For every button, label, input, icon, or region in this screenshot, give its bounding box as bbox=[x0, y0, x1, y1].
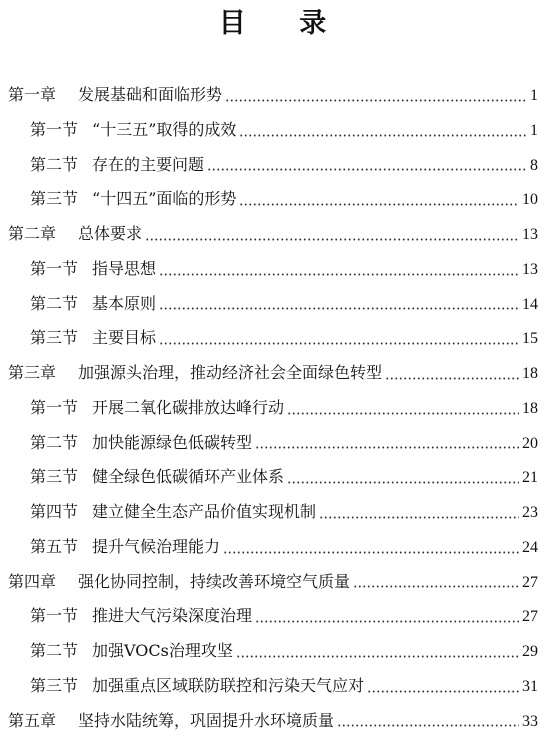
toc-entry-label: 第二章 bbox=[8, 224, 57, 243]
toc-entry-page: 1 bbox=[530, 87, 538, 104]
toc-entry-page: 15 bbox=[522, 330, 538, 348]
toc-entry-section-4-1[interactable] bbox=[0, 599, 545, 634]
toc-entry-chapter-2[interactable] bbox=[0, 217, 545, 252]
dot-leader bbox=[337, 724, 519, 727]
toc-entry-label: 第一章 bbox=[8, 85, 57, 104]
toc-entry-section-3-1[interactable] bbox=[0, 391, 545, 426]
toc-entry-label: 第三节 bbox=[30, 675, 79, 695]
toc-entry-page: 1 bbox=[530, 121, 538, 139]
toc-entry-page: 27 bbox=[522, 573, 538, 591]
toc-entry-label: 第五节 bbox=[30, 536, 79, 556]
toc-entry-text: 加快能源绿色低碳转型 bbox=[92, 432, 253, 452]
dot-leader bbox=[319, 516, 519, 519]
toc-entry-label: 第一节 bbox=[30, 119, 79, 139]
toc-entry-section-1-1[interactable] bbox=[0, 113, 545, 148]
toc-entry-text: 加强重点区域联防联控和污染天气应对 bbox=[92, 675, 365, 695]
dot-leader bbox=[223, 551, 519, 554]
toc-entry-section-2-2[interactable] bbox=[0, 287, 545, 322]
toc-entry-section-3-5[interactable] bbox=[0, 530, 545, 565]
toc-entry-label: 第一节 bbox=[30, 606, 79, 626]
toc-entry-text: 指导思想 bbox=[92, 258, 157, 278]
dot-leader bbox=[255, 446, 519, 449]
toc-entry-chapter-3[interactable] bbox=[0, 356, 545, 391]
toc-entry-label: 第五章 bbox=[8, 710, 57, 730]
dot-leader bbox=[385, 377, 519, 380]
toc-entry-label: 第四节 bbox=[30, 502, 79, 521]
toc-entry-section-2-1[interactable] bbox=[0, 252, 545, 287]
toc-entry-section-2-3[interactable] bbox=[0, 321, 545, 356]
table-of-contents bbox=[0, 78, 545, 738]
toc-entry-text: 推进大气污染深度治理 bbox=[92, 606, 253, 626]
toc-entry-label: 第二节 bbox=[30, 641, 79, 660]
dot-leader bbox=[159, 273, 519, 276]
toc-entry-label: 第一节 bbox=[30, 258, 79, 278]
toc-entry-text: 加强源头治理，推动经济社会全面绿色转型 bbox=[78, 363, 383, 382]
dot-leader bbox=[239, 134, 527, 137]
dot-leader bbox=[159, 307, 519, 310]
toc-entry-page: 27 bbox=[522, 608, 538, 626]
toc-entry-text: 坚持水陆统筹，巩固提升水环境质量 bbox=[78, 710, 335, 730]
toc-entry-page: 13 bbox=[522, 226, 538, 243]
toc-entry-label: 第三章 bbox=[8, 363, 57, 382]
dot-leader bbox=[287, 412, 519, 415]
toc-entry-text: 建立健全生态产品价值实现机制 bbox=[92, 502, 317, 521]
toc-entry-section-1-2[interactable] bbox=[0, 148, 545, 183]
toc-entry-label: 第二节 bbox=[30, 154, 79, 174]
toc-entry-label: 第二节 bbox=[30, 293, 79, 313]
toc-entry-label: 第三节 bbox=[30, 189, 79, 209]
dot-leader bbox=[367, 690, 519, 693]
toc-entry-page: 20 bbox=[522, 434, 538, 452]
dot-leader bbox=[236, 655, 519, 658]
toc-entry-page: 31 bbox=[522, 677, 538, 695]
toc-entry-page: 10 bbox=[522, 191, 538, 209]
toc-entry-page: 21 bbox=[522, 469, 538, 487]
toc-entry-chapter-4[interactable] bbox=[0, 565, 545, 600]
toc-entry-page: 29 bbox=[522, 643, 538, 660]
toc-entry-label: 第一节 bbox=[30, 397, 79, 417]
toc-entry-text: 总体要求 bbox=[78, 224, 143, 243]
dot-leader bbox=[353, 585, 519, 588]
toc-entry-text: 存在的主要问题 bbox=[92, 154, 205, 174]
toc-entry-page: 24 bbox=[522, 538, 538, 556]
dot-leader bbox=[225, 99, 527, 102]
toc-entry-chapter-1[interactable] bbox=[0, 78, 545, 113]
dot-leader bbox=[145, 238, 519, 241]
toc-entry-text: 加强VOCs治理攻坚 bbox=[92, 641, 233, 660]
toc-entry-text: 发展基础和面临形势 bbox=[78, 85, 223, 104]
toc-entry-text: 强化协同控制，持续改善环境空气质量 bbox=[78, 571, 351, 591]
toc-entry-page: 13 bbox=[522, 260, 538, 278]
toc-entry-page: 33 bbox=[522, 712, 538, 730]
toc-entry-text: 健全绿色低碳循环产业体系 bbox=[92, 467, 285, 487]
toc-entry-text: 提升气候治理能力 bbox=[92, 536, 221, 556]
toc-entry-label: 第三节 bbox=[30, 467, 79, 487]
dot-leader bbox=[255, 620, 519, 623]
toc-entry-section-1-3[interactable] bbox=[0, 182, 545, 217]
dot-leader bbox=[287, 481, 519, 484]
toc-entry-chapter-5[interactable] bbox=[0, 704, 545, 739]
toc-entry-text: 主要目标 bbox=[92, 328, 157, 348]
toc-entry-page: 18 bbox=[522, 399, 538, 417]
toc-entry-label: 第二节 bbox=[30, 432, 79, 452]
toc-entry-section-3-3[interactable] bbox=[0, 460, 545, 495]
toc-entry-text: 开展二氧化碳排放达峰行动 bbox=[92, 397, 285, 417]
toc-entry-label: 第三节 bbox=[30, 328, 79, 348]
toc-entry-text: 基本原则 bbox=[92, 293, 157, 313]
toc-entry-text: “十三五”取得的成效 bbox=[92, 119, 237, 139]
toc-entry-section-4-3[interactable] bbox=[0, 669, 545, 704]
dot-leader bbox=[239, 203, 519, 206]
toc-entry-section-3-2[interactable] bbox=[0, 426, 545, 461]
toc-entry-page: 14 bbox=[522, 295, 538, 313]
toc-entry-section-4-2[interactable] bbox=[0, 634, 545, 669]
dot-leader bbox=[207, 168, 527, 171]
toc-entry-page: 18 bbox=[522, 365, 538, 382]
toc-entry-text: “十四五”面临的形势 bbox=[92, 189, 237, 209]
toc-entry-page: 8 bbox=[530, 156, 538, 174]
toc-entry-label: 第四章 bbox=[8, 571, 57, 591]
toc-title: 目 录 bbox=[218, 8, 349, 39]
toc-entry-section-3-4[interactable] bbox=[0, 495, 545, 530]
dot-leader bbox=[159, 342, 519, 345]
toc-entry-page: 23 bbox=[522, 504, 538, 521]
